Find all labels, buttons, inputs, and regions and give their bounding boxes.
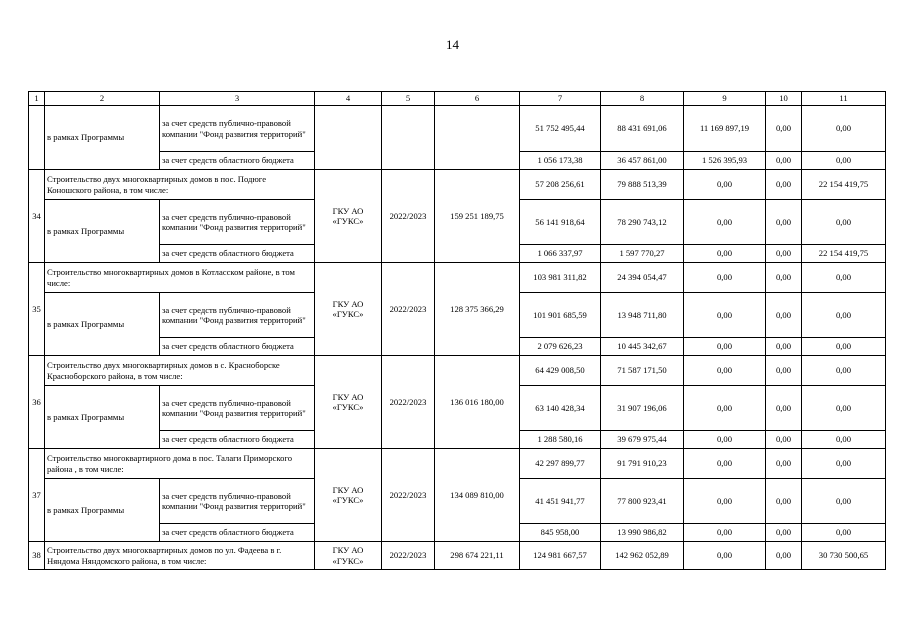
table-row (29, 106, 886, 152)
value-cell: 64 429 008,50 (520, 356, 601, 386)
value-cell: 0,00 (766, 293, 802, 338)
blank-cell (315, 106, 382, 170)
total-cost: 134 089 810,00 (435, 449, 520, 542)
table-row (29, 542, 886, 570)
value-cell: 36 457 861,00 (601, 152, 684, 170)
value-cell: 0,00 (766, 386, 802, 431)
executor: ГКУ АО «ГУКС» (315, 170, 382, 263)
value-cell: 0,00 (766, 106, 802, 152)
value-cell: 11 169 897,19 (684, 106, 766, 152)
value-cell: 42 297 899,77 (520, 449, 601, 479)
funding-source: за счет средств публично-правовой компании "Фонд развития территорий" (160, 386, 315, 431)
value-cell: 1 066 337,97 (520, 245, 601, 263)
value-cell: 31 907 196,06 (601, 386, 684, 431)
funding-source: за счет средств областного бюджета (160, 338, 315, 356)
value-cell: 1 526 395,93 (684, 152, 766, 170)
funding-source: за счет средств публично-правовой компании "Фонд развития территорий" (160, 479, 315, 524)
project-title: Строительство двух многоквартирных домов по ул. Фадеева в г. Няндома Няндомского района, в том числе: (45, 542, 315, 570)
project-title: Строительство двух многоквартирных домов в пос. Подюге Коношского района, в том числе: (45, 170, 315, 200)
table-row (29, 170, 886, 200)
value-cell: 30 730 500,65 (802, 542, 886, 570)
program-label: в рамках Программы (45, 293, 160, 356)
executor: ГКУ АО «ГУКС» (315, 263, 382, 356)
value-cell: 0,00 (684, 356, 766, 386)
value-cell: 0,00 (802, 386, 886, 431)
value-cell: 57 208 256,61 (520, 170, 601, 200)
value-cell: 1 056 173,38 (520, 152, 601, 170)
value-cell: 0,00 (802, 152, 886, 170)
value-cell: 2 079 626,23 (520, 338, 601, 356)
value-cell: 13 948 711,80 (601, 293, 684, 338)
value-cell: 0,00 (766, 356, 802, 386)
value-cell: 0,00 (802, 106, 886, 152)
header-row (29, 92, 886, 106)
value-cell: 0,00 (684, 263, 766, 293)
value-cell: 1 288 580,16 (520, 431, 601, 449)
value-cell: 22 154 419,75 (802, 170, 886, 200)
value-cell: 0,00 (802, 524, 886, 542)
value-cell: 0,00 (766, 524, 802, 542)
value-cell: 0,00 (802, 293, 886, 338)
value-cell: 0,00 (766, 542, 802, 570)
period: 2022/2023 (382, 356, 435, 449)
project-number: 38 (29, 542, 45, 570)
value-cell: 0,00 (684, 338, 766, 356)
table-row (29, 449, 886, 479)
project-title: Строительство многоквартирного дома в пос. Талаги Приморского района , в том числе: (45, 449, 315, 479)
value-cell: 0,00 (684, 524, 766, 542)
value-cell: 79 888 513,39 (601, 170, 684, 200)
blank-cell (435, 106, 520, 170)
value-cell: 41 451 941,77 (520, 479, 601, 524)
budget-table (28, 91, 886, 570)
value-cell: 845 958,00 (520, 524, 601, 542)
funding-source: за счет средств публично-правовой компании "Фонд развития территорий" (160, 293, 315, 338)
project-number: 37 (29, 449, 45, 542)
program-label: в рамках Программы (45, 479, 160, 542)
period: 2022/2023 (382, 449, 435, 542)
value-cell: 0,00 (684, 449, 766, 479)
page-number: 14 (446, 37, 459, 52)
funding-source: за счет средств областного бюджета (160, 152, 315, 170)
value-cell: 56 141 918,64 (520, 200, 601, 245)
value-cell: 22 154 419,75 (802, 245, 886, 263)
executor: ГКУ АО «ГУКС» (315, 542, 382, 570)
value-cell: 142 962 052,89 (601, 542, 684, 570)
table-body (29, 92, 886, 570)
period: 2022/2023 (382, 170, 435, 263)
project-number: 35 (29, 263, 45, 356)
value-cell: 0,00 (684, 479, 766, 524)
total-cost: 128 375 366,29 (435, 263, 520, 356)
value-cell: 0,00 (684, 245, 766, 263)
project-number: 34 (29, 170, 45, 263)
value-cell: 88 431 691,06 (601, 106, 684, 152)
value-cell: 0,00 (766, 431, 802, 449)
value-cell: 0,00 (684, 431, 766, 449)
value-cell: 124 981 667,57 (520, 542, 601, 570)
value-cell: 103 981 311,82 (520, 263, 601, 293)
value-cell: 0,00 (766, 338, 802, 356)
value-cell: 0,00 (766, 449, 802, 479)
blank-cell (382, 106, 435, 170)
column-number: 3 (160, 92, 315, 106)
value-cell: 0,00 (802, 263, 886, 293)
value-cell: 0,00 (766, 263, 802, 293)
value-cell: 91 791 910,23 (601, 449, 684, 479)
value-cell: 0,00 (766, 200, 802, 245)
project-title: Строительство многоквартирных домов в Котласском районе, в том числе: (45, 263, 315, 293)
value-cell: 13 990 986,82 (601, 524, 684, 542)
project-title: Строительство двух многоквартирных домов в с. Красноборске Красноборского района, в том числе: (45, 356, 315, 386)
value-cell: 24 394 054,47 (601, 263, 684, 293)
total-cost: 298 674 221,11 (435, 542, 520, 570)
funding-source: за счет средств публично-правовой компании "Фонд развития территорий" (160, 106, 315, 152)
column-number: 5 (382, 92, 435, 106)
value-cell: 0,00 (802, 449, 886, 479)
value-cell: 63 140 428,34 (520, 386, 601, 431)
funding-source: за счет средств областного бюджета (160, 524, 315, 542)
column-number: 7 (520, 92, 601, 106)
funding-source: за счет средств публично-правовой компании "Фонд развития территорий" (160, 200, 315, 245)
column-number: 4 (315, 92, 382, 106)
funding-source: за счет средств областного бюджета (160, 245, 315, 263)
table-row (29, 356, 886, 386)
value-cell: 0,00 (802, 200, 886, 245)
program-label: в рамках Программы (45, 200, 160, 263)
value-cell: 0,00 (766, 170, 802, 200)
value-cell: 10 445 342,67 (601, 338, 684, 356)
table-row (29, 263, 886, 293)
value-cell: 0,00 (684, 542, 766, 570)
value-cell: 0,00 (684, 293, 766, 338)
total-cost: 136 016 180,00 (435, 356, 520, 449)
value-cell: 0,00 (766, 152, 802, 170)
column-number: 10 (766, 92, 802, 106)
blank-cell (29, 106, 45, 170)
value-cell: 0,00 (766, 479, 802, 524)
column-number: 6 (435, 92, 520, 106)
total-cost: 159 251 189,75 (435, 170, 520, 263)
value-cell: 51 752 495,44 (520, 106, 601, 152)
project-number: 36 (29, 356, 45, 449)
column-number: 9 (684, 92, 766, 106)
value-cell: 0,00 (802, 338, 886, 356)
value-cell: 0,00 (802, 356, 886, 386)
value-cell: 78 290 743,12 (601, 200, 684, 245)
value-cell: 77 800 923,41 (601, 479, 684, 524)
value-cell: 71 587 171,50 (601, 356, 684, 386)
value-cell: 0,00 (802, 479, 886, 524)
column-number: 2 (45, 92, 160, 106)
program-label: в рамках Программы (45, 106, 160, 170)
value-cell: 1 597 770,27 (601, 245, 684, 263)
column-number: 11 (802, 92, 886, 106)
value-cell: 0,00 (684, 200, 766, 245)
program-label: в рамках Программы (45, 386, 160, 449)
value-cell: 0,00 (766, 245, 802, 263)
period: 2022/2023 (382, 263, 435, 356)
funding-source: за счет средств областного бюджета (160, 431, 315, 449)
executor: ГКУ АО «ГУКС» (315, 449, 382, 542)
value-cell: 39 679 975,44 (601, 431, 684, 449)
column-number: 1 (29, 92, 45, 106)
value-cell: 101 901 685,59 (520, 293, 601, 338)
column-number: 8 (601, 92, 684, 106)
executor: ГКУ АО «ГУКС» (315, 356, 382, 449)
value-cell: 0,00 (684, 386, 766, 431)
value-cell: 0,00 (802, 431, 886, 449)
value-cell: 0,00 (684, 170, 766, 200)
period: 2022/2023 (382, 542, 435, 570)
